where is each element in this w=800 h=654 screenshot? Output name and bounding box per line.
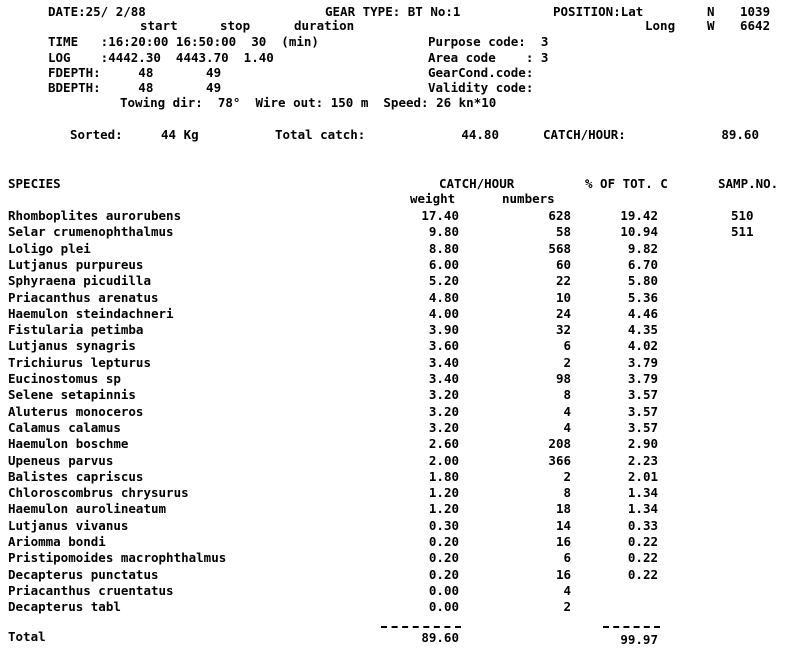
table-row (0, 241, 800, 257)
table-row (0, 290, 800, 306)
weight-value: 9.80 (428, 224, 459, 240)
weight-value: 0.00 (428, 599, 459, 615)
species-name: Eucinostomus sp (8, 371, 121, 386)
table-row (0, 322, 800, 338)
numbers-value: 2 (563, 599, 571, 615)
catch-hour-value: 89.60 (721, 127, 759, 142)
total-pct: 99.97 (620, 632, 658, 647)
weight-value: 2.60 (428, 436, 459, 452)
start-col-label: start (140, 18, 178, 33)
species-name: Priacanthus cruentatus (8, 582, 174, 598)
fdepth-line: FDEPTH: 48 49 (48, 65, 222, 80)
species-name: Selene setapinnis (8, 387, 136, 403)
area-code: Area code : 3 (428, 50, 549, 65)
weight-value: 4.80 (428, 289, 459, 305)
numbers-value: 16 (555, 566, 571, 582)
weight-value: 0.20 (428, 534, 459, 549)
species-name: Chloroscombrus chrysurus (8, 485, 189, 501)
table-row (0, 599, 800, 615)
table-row (0, 485, 800, 501)
numbers-header: numbers (502, 191, 555, 206)
table-row (0, 453, 800, 469)
pct-total-rule (603, 626, 660, 628)
long-hemisphere: W (707, 18, 715, 33)
table-row (0, 306, 800, 322)
weight-value: 4.00 (428, 305, 459, 321)
table-row (0, 338, 800, 354)
weight-value: 1.20 (428, 501, 459, 517)
species-name: Calamus calamus (8, 419, 121, 435)
table-row (0, 567, 800, 583)
weight-value: 3.40 (428, 371, 459, 386)
pct-total-value: 3.57 (627, 419, 658, 435)
species-name: Lutjanus synagris (8, 338, 136, 354)
long-value: 6642 (740, 18, 771, 33)
numbers-value: 8 (563, 485, 571, 501)
table-row (0, 224, 800, 240)
species-header: SPECIES (8, 176, 61, 191)
pct-total-value: 10.94 (620, 224, 658, 240)
species-name: Selar crumenophthalmus (8, 224, 174, 240)
pct-total-value: 19.42 (620, 208, 658, 223)
weight-value: 3.60 (428, 338, 459, 354)
sample-number-value: 510 (731, 208, 754, 223)
sample-number-header: SAMP.NO. (718, 176, 779, 191)
species-name: Ariomma bondi (8, 534, 106, 549)
weight-value: 3.40 (428, 354, 459, 370)
sorted-value: 44 Kg (161, 127, 199, 142)
numbers-value: 4 (563, 419, 571, 435)
table-row (0, 518, 800, 534)
table-row (0, 501, 800, 517)
numbers-value: 60 (555, 256, 571, 272)
total-label: Total (8, 629, 46, 644)
duration-col-label: duration (294, 18, 355, 33)
pct-total-value: 4.46 (627, 305, 658, 321)
total-catch-label: Total catch: (275, 127, 366, 142)
species-name: Sphyraena picudilla (8, 273, 151, 289)
purpose-code: Purpose code: 3 (428, 34, 549, 49)
table-row (0, 583, 800, 599)
pct-total-value: 3.57 (627, 387, 658, 403)
table-row (0, 469, 800, 485)
pct-total-value: 9.82 (627, 240, 658, 256)
pct-total-value: 0.33 (627, 517, 658, 533)
total-weight: 89.60 (421, 630, 459, 645)
numbers-value: 366 (548, 452, 571, 468)
position-lat-label: POSITION:Lat (553, 4, 644, 19)
weight-value: 0.30 (428, 517, 459, 533)
table-row (0, 550, 800, 566)
table-row (0, 420, 800, 436)
weight-header: weight (410, 191, 456, 206)
weight-value: 3.20 (428, 419, 459, 435)
weight-value: 8.80 (428, 240, 459, 256)
numbers-value: 16 (555, 534, 571, 549)
pct-total-value: 1.34 (627, 485, 658, 501)
numbers-value: 24 (555, 305, 571, 321)
numbers-value: 8 (563, 387, 571, 403)
species-name: Rhomboplites aurorubens (8, 208, 182, 223)
numbers-value: 6 (563, 550, 571, 566)
species-name: Balistes capriscus (8, 468, 144, 484)
species-name: Fistularia petimba (8, 322, 144, 338)
species-name: Loligo plei (8, 240, 91, 256)
weight-value: 0.20 (428, 566, 459, 582)
weight-value: 5.20 (428, 273, 459, 289)
weight-total-rule (381, 626, 461, 628)
numbers-value: 14 (555, 517, 571, 533)
weight-value: 3.90 (428, 322, 459, 338)
table-row (0, 387, 800, 403)
date: DATE:25/ 2/88 (48, 4, 146, 19)
pct-total-header: % OF TOT. C (585, 176, 668, 191)
pct-total-value: 3.79 (627, 371, 658, 386)
total-catch-value: 44.80 (461, 127, 499, 142)
species-name: Decapterus punctatus (8, 566, 159, 582)
numbers-value: 58 (555, 224, 571, 240)
numbers-value: 10 (555, 289, 571, 305)
pct-total-value: 0.22 (627, 534, 658, 549)
species-name: Lutjanus vivanus (8, 517, 129, 533)
numbers-value: 4 (563, 582, 571, 598)
numbers-value: 208 (548, 436, 571, 452)
sorted-label: Sorted: (70, 127, 123, 142)
weight-value: 1.20 (428, 485, 459, 501)
pct-total-value: 5.80 (627, 273, 658, 289)
towing-line: Towing dir: 78° Wire out: 150 m Speed: 26 kn*10 (120, 95, 497, 110)
sample-number-value: 511 (731, 224, 754, 240)
catch-hour-header: CATCH/HOUR (439, 176, 515, 191)
stop-col-label: stop (220, 18, 251, 33)
pct-total-value: 2.90 (627, 436, 658, 452)
pct-total-value: 3.79 (627, 354, 658, 370)
table-row (0, 273, 800, 289)
pct-total-value: 5.36 (627, 289, 658, 305)
table-row (0, 355, 800, 371)
log-line: LOG :4442.30 4443.70 1.40 (48, 50, 274, 65)
species-name: Haemulon steindachneri (8, 305, 174, 321)
numbers-value: 32 (555, 322, 571, 338)
pct-total-value: 2.01 (627, 468, 658, 484)
species-name: Pristipomoides macrophthalmus (8, 550, 227, 566)
species-name: Upeneus parvus (8, 452, 114, 468)
weight-value: 17.40 (421, 208, 459, 223)
numbers-value: 22 (555, 273, 571, 289)
bdepth-line: BDEPTH: 48 49 (48, 80, 222, 95)
species-name: Trichiurus lepturus (8, 354, 151, 370)
numbers-value: 6 (563, 338, 571, 354)
numbers-value: 2 (563, 354, 571, 370)
pct-total-value: 2.23 (627, 452, 658, 468)
table-row (0, 208, 800, 224)
numbers-value: 98 (555, 371, 571, 386)
species-name: Haemulon boschme (8, 436, 129, 452)
table-row (0, 436, 800, 452)
weight-value: 6.00 (428, 256, 459, 272)
numbers-value: 2 (563, 468, 571, 484)
pct-total-value: 1.34 (627, 501, 658, 517)
time-line: TIME :16:20:00 16:50:00 30 (min) (48, 34, 319, 49)
weight-value: 3.20 (428, 403, 459, 419)
species-name: Aluterus monoceros (8, 403, 144, 419)
lat-value: 1039 (740, 4, 771, 19)
pct-total-value: 4.35 (627, 322, 658, 338)
numbers-value: 18 (555, 501, 571, 517)
species-name: Haemulon aurolineatum (8, 501, 167, 517)
catch-hour-label: CATCH/HOUR: (543, 127, 626, 142)
species-name: Priacanthus arenatus (8, 289, 159, 305)
pct-total-value: 3.57 (627, 403, 658, 419)
species-name: Lutjanus purpureus (8, 256, 144, 272)
weight-value: 1.80 (428, 468, 459, 484)
gearcond-code: GearCond.code: (428, 65, 534, 80)
gear-type: GEAR TYPE: BT No:1 (325, 4, 461, 19)
species-name: Decapterus tabl (8, 599, 121, 615)
numbers-value: 568 (548, 240, 571, 256)
weight-value: 0.00 (428, 582, 459, 598)
long-label: Long (645, 18, 676, 33)
validity-code: Validity code: (428, 80, 534, 95)
table-row (0, 257, 800, 273)
weight-value: 2.00 (428, 452, 459, 468)
pct-total-value: 4.02 (627, 338, 658, 354)
pct-total-value: 0.22 (627, 566, 658, 582)
table-row (0, 404, 800, 420)
pct-total-value: 0.22 (627, 550, 658, 566)
weight-value: 0.20 (428, 550, 459, 566)
numbers-value: 4 (563, 403, 571, 419)
lat-hemisphere: N (707, 4, 715, 19)
pct-total-value: 6.70 (627, 256, 658, 272)
weight-value: 3.20 (428, 387, 459, 403)
table-row (0, 371, 800, 387)
numbers-value: 628 (548, 208, 571, 223)
table-row (0, 534, 800, 550)
